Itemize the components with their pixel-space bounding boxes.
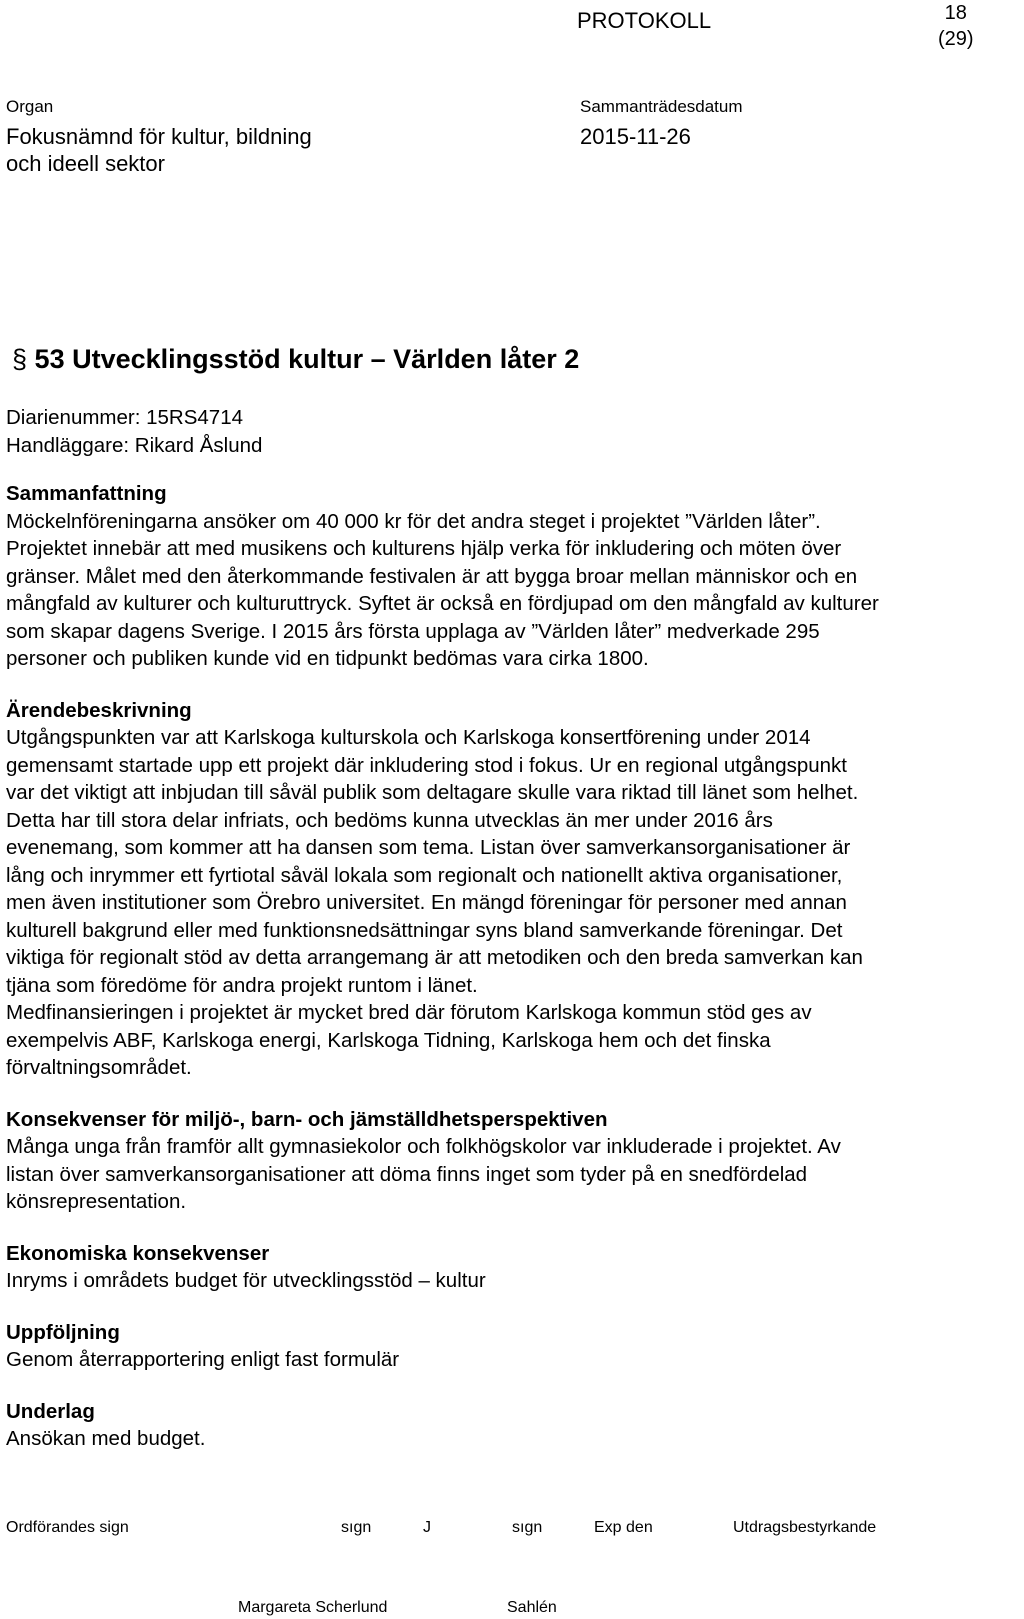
organ-name-line1: Fokusnämnd för kultur, bildning	[6, 124, 312, 149]
section-title-text: 53 Utvecklingsstöd kultur – Världen låter 2	[34, 344, 580, 374]
diarienummer: Diarienummer: 15RS4714	[6, 406, 244, 429]
section-title	[12, 344, 579, 375]
heading-konsekvenser: Konsekvenser för miljö-, barn- och jämställdhetsperspektiven	[6, 1107, 608, 1131]
text-medfinansiering: Medfinansieringen i projektet är mycket bred där förutom Karlskoga kommun stöd ges av exempelvis ABF, Karlskoga energi, Karlskoga Tidning, Karlskoga hem och det finska förvaltningsområdet.	[6, 1001, 812, 1079]
footer-name-2: Sahlén	[507, 1599, 557, 1616]
text-konsekvenser: Många unga från framför allt gymnasiekolor och folkhögskolor var inkluderade i projektet. Av listan över samverkansorganisationer att döma finns inget som tyder på en snedfördelad könsrepresentation.	[6, 1135, 841, 1213]
organ-label: Organ	[6, 97, 54, 116]
heading-arendebeskrivning: Ärendebeskrivning	[6, 698, 192, 722]
footer-sign-2: sıgn	[512, 1519, 543, 1536]
text-arendebeskrivning: Utgångspunkten var att Karlskoga kulturskola och Karlskoga konsertförening under 2014 gemensamt startade upp ett projekt där inkludering stod i fokus. Ur en regional utgångspunkt var det viktigt att inbjudan till såväl publik som deltagare skulle vara riktad till länet som helhet. Detta har till stora delar infriats, och bedöms kunna utvecklas än mer under 2016 års evenemang, som kommer att ha dansen som tema. Listan över samverkansorganisationer är lång och inrymmer ett fyrtiotal såväl lokala som regionalt och nationellt aktiva organisationer, men även institutioner som Örebro universitet. En mängd föreningar för personer med annan kulturell bakgrund eller med funktionsnedsättningar syns bland samverkande föreningar. Det viktiga för regionalt stöd av detta arrangemang är att metodiken och den breda samverkan kan tjäna som föredöme för andra projekt runtom i länet.	[6, 726, 863, 997]
date-label: Sammanträdesdatum	[580, 97, 743, 116]
footer-ordforandes-sign: Ordförandes sign	[6, 1519, 129, 1536]
heading-sammanfattning: Sammanfattning	[6, 482, 167, 505]
footer-sign-1: sıgn	[341, 1519, 372, 1536]
footer-name-1: Margareta Scherlund	[238, 1599, 388, 1616]
text-ekonomiska: Inryms i områdets budget för utvecklingsstöd – kultur	[6, 1269, 486, 1292]
organ-name-line2: och ideell sektor	[6, 151, 165, 176]
text-uppfoljning: Genom återrapportering enligt fast formulär	[6, 1348, 400, 1371]
page-total: (29)	[938, 28, 974, 50]
document-body	[6, 404, 1021, 1453]
footer-utdragsbestyrkande: Utdragsbestyrkande	[733, 1519, 877, 1536]
document-type: PROTOKOLL	[577, 8, 712, 33]
page-number-block	[938, 0, 974, 52]
organ-name	[6, 123, 312, 177]
text-underlag: Ansökan med budget.	[6, 1427, 206, 1450]
heading-underlag: Underlag	[6, 1399, 95, 1423]
paragraph-symbol: §	[12, 344, 28, 374]
footer-exp-den: Exp den	[594, 1519, 653, 1536]
handlaggare: Handläggare: Rikard Åslund	[6, 433, 263, 457]
text-sammanfattning: Möckelnföreningarna ansöker om 40 000 kr för det andra steget i projektet ”Världen låter”. Projektet innebär att med musikens och kulturens hjälp verka för inkludering och möten över gränser. Målet med den återkommande festivalen är att bygga broar mellan människor och en mångfald av kulturer och kulturuttryck. Syftet är också en fördjupad om den mångfald av kulturer som skapar dagens Sverige. I 2015 års första upplaga av ”Världen låter” medverkade 295 personer och publiken kunde vid en tidpunkt bedömas vara cirka 1800.	[6, 509, 879, 670]
footer-initial: J	[423, 1519, 431, 1536]
heading-ekonomiska: Ekonomiska konsekvenser	[6, 1241, 270, 1265]
page-number: 18	[944, 2, 967, 24]
heading-uppfoljning: Uppföljning	[6, 1320, 120, 1344]
meeting-date: 2015-11-26	[580, 124, 691, 149]
